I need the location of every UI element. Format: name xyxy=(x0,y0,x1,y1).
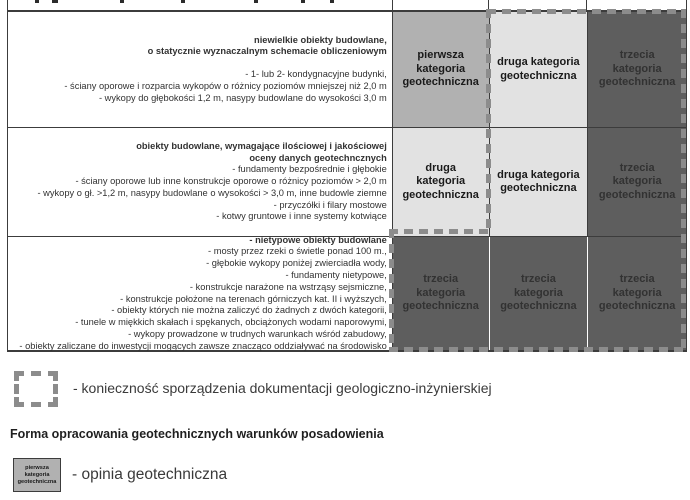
clipped-header-text-remnant xyxy=(54,0,58,3)
row-description-cell xyxy=(8,12,393,127)
category-cell-third: trzecia kategoria geotechniczna xyxy=(587,128,686,236)
row-description-heading: - nietypowe obiekty budowlane xyxy=(249,234,387,245)
documentation-zone-dashed-border-jog xyxy=(389,229,490,234)
category-cell-second: druga kategoria geotechniczna xyxy=(489,128,588,236)
row-description-items: - fundamenty bezpośrednie i głębokie - ściany oporowe lub inne konstrukcje oporowe o różnicy poziomów > 2,0 m - wykopy o gł. >1,2 m, nasypy budowlane o wysokości > 3,0 m, inne budowle ziemne - przyczółki i filary mostowe - kotwy gruntowe i inne systemy kotwiące xyxy=(37,164,387,222)
clipped-header-text-remnant xyxy=(301,0,305,3)
clipped-header-text-remnant xyxy=(181,0,185,3)
clipped-header-col1-cell xyxy=(393,0,489,10)
row-description-cell xyxy=(8,234,393,351)
dashed-border-legend-swatch xyxy=(14,371,58,407)
documentation-zone-dashed-border-left-upper xyxy=(486,9,491,233)
geotechnical-categories-table xyxy=(7,0,687,352)
documentation-zone-dashed-border-top xyxy=(487,9,685,14)
category-cell-second: druga kategoria geotechniczna xyxy=(489,12,588,127)
first-category-legend-label: - opinia geotechniczna xyxy=(72,466,228,483)
clipped-header-description-cell xyxy=(8,0,393,10)
table-row-quantitative-assessment-objects xyxy=(8,128,686,237)
category-cell-third: trzecia kategoria geotechniczna xyxy=(393,237,489,350)
row-description-cell xyxy=(8,128,393,236)
category-cell-third: trzecia kategoria geotechniczna xyxy=(587,237,686,350)
category-cell-first: pierwsza kategoria geotechniczna xyxy=(393,12,489,127)
table-row-small-objects xyxy=(8,12,686,128)
table-row-atypical-objects xyxy=(8,234,686,352)
dashed-border-legend-label: - konieczność sporządzenia dokumentacji geologiczno-inżynierskiej xyxy=(73,380,492,396)
row-description-items: - mosty przez rzeki o świetle ponad 100 m., - głębokie wykopy poniżej zwierciadła wody, - fundamenty nietypowe, - konstrukcje narażone na wstrząsy sejsmiczne, - konstrukcje położone na terenach górniczych kat. II i wyższych, - obiekty których nie można zaliczyć do żadnych z dwóch kategorii, - tunele w miękkich skałach i spękanych, obciążonych wodami naporowymi, - wykopy prowadzone w trudnych warunkach wśród zabudowy, - obiekty zaliczane do inwestycji mogących zawsze znacząco oddziaływać na środowisko xyxy=(19,246,387,351)
legend-section-heading: Forma opracowania geotechnicznych warunków posadowienia xyxy=(10,427,384,441)
documentation-zone-dashed-border-right xyxy=(681,9,686,352)
category-cell-third: trzecia kategoria geotechniczna xyxy=(489,237,588,350)
row-description-items: - 1- lub 2- kondygnacyjne budynki, - ściany oporowe i rozparcia wykopów o różnicy poziomów mniejszej niż 2,0 m - wykopy do głębokości 1,2 m, nasypy budowlane do wysokości 3,0 m xyxy=(64,69,387,103)
row-description-heading: obiekty budowlane, wymagające ilościowej i jakościowej oceny danych geotechncznych xyxy=(136,140,387,163)
row-description-heading: niewielkie obiekty budowlane, o statycznie wyznaczalnym schemacie obliczeniowym xyxy=(147,34,387,57)
clipped-header-text-remnant xyxy=(35,0,39,3)
clipped-header-text-remnant xyxy=(120,0,124,3)
category-cell-second: druga kategoria geotechniczna xyxy=(393,128,489,236)
documentation-zone-dashed-border-left-lower xyxy=(389,229,394,351)
first-category-legend-swatch: pierwsza kategoria geotechniczna xyxy=(13,458,61,492)
category-cell-third: trzecia kategoria geotechniczna xyxy=(587,12,686,127)
clipped-header-text-remnant xyxy=(254,0,258,3)
documentation-zone-dashed-border-bottom xyxy=(389,347,686,352)
clipped-header-text-remnant xyxy=(330,0,334,3)
